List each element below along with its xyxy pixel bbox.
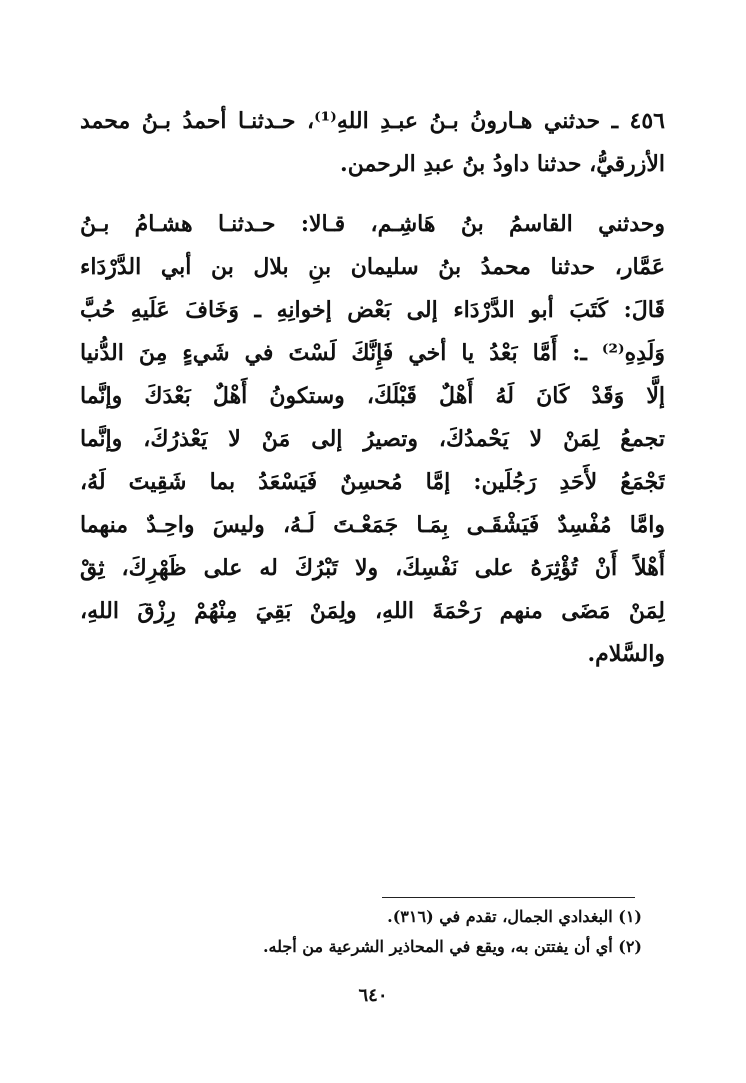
text-line: الأزرقيُّ، حدثنا داودُ بنُ عبدِ الرحمن. — [340, 151, 665, 177]
text-line: وحدثني القاسمُ بنُ هَاشِـم، قـالا: حـدثنـا هشـامُ بـنُ — [80, 211, 665, 237]
text-line: تَجْمَعُ لأَحَدِ رَجُلَين: إمَّا مُحسِنٌ فَيَسْعَدُ بما شَقِيتَ لَهُ، — [80, 469, 665, 495]
text-line: إلَّا وَقَدْ كَانَ لَهُ أَهْلٌ قَبْلَكَ، وستكونُ أَهْلٌ بَعْدَكَ وإنَّما — [80, 383, 665, 409]
footnote-2: (٢) أي أن يفتتن به، ويقع في المحاذير الشرعية من أجله. — [262, 937, 642, 956]
text-line: أَهْلاً أَنْ تُؤْثِرَهُ على نَفْسِكَ، ولا تَبْرُكَ له على ظَهْرِكَ، ثِقْ — [80, 555, 665, 581]
footnote-divider — [382, 897, 635, 898]
text-line: وَلَدِهِ⁽²⁾ ـ: أَمَّا بَعْدُ يا أخي فَإِنَّكَ لَسْتَ في شَيءٍ مِنَ الدُّنيا — [80, 340, 665, 366]
text-line: لِمَنْ مَضَى منهم رَحْمَةَ اللهِ، ولِمَنْ بَقِيَ مِنْهُمْ رِزْقَ اللهِ، — [80, 598, 665, 624]
text-line: والسَّلام. — [587, 641, 665, 667]
footnote-1: (١) البغدادي الجمال، تقدم في (٣١٦). — [387, 907, 642, 926]
text-line: قَالَ: كَتَبَ أبو الدَّرْدَاء إلى بَعْض إخوانِهِ ـ وَخَافَ عَلَيهِ حُبَّ — [80, 297, 665, 323]
paragraph-letter — [80, 203, 665, 676]
footnotes — [200, 902, 642, 962]
text-line: وامَّا مُفْسِدٌ فَيَشْقَـى بِمَـا جَمَعْـتَ لَـهُ، وليسَ واحِـدٌ منهما — [80, 512, 665, 538]
text-line: تجمعُ لِمَنْ لا يَحْمدُكَ، وتصيرُ إلى مَنْ لا يَعْذرُكَ، وإنَّما — [80, 426, 665, 452]
page-number: ٦٤٠ — [358, 985, 388, 1006]
text-line: ٤٥٦ ـ حدثني هـارونُ بـنُ عبـدِ اللهِ⁽¹⁾، حـدثنـا أحمدُ بـنُ محمد — [80, 108, 665, 134]
text-line: عَمَّار، حدثنا محمدُ بنُ سليمان بنِ بلال بن أبي الدَّرْدَاء — [80, 254, 665, 280]
paragraph-hadith-456 — [80, 100, 665, 186]
